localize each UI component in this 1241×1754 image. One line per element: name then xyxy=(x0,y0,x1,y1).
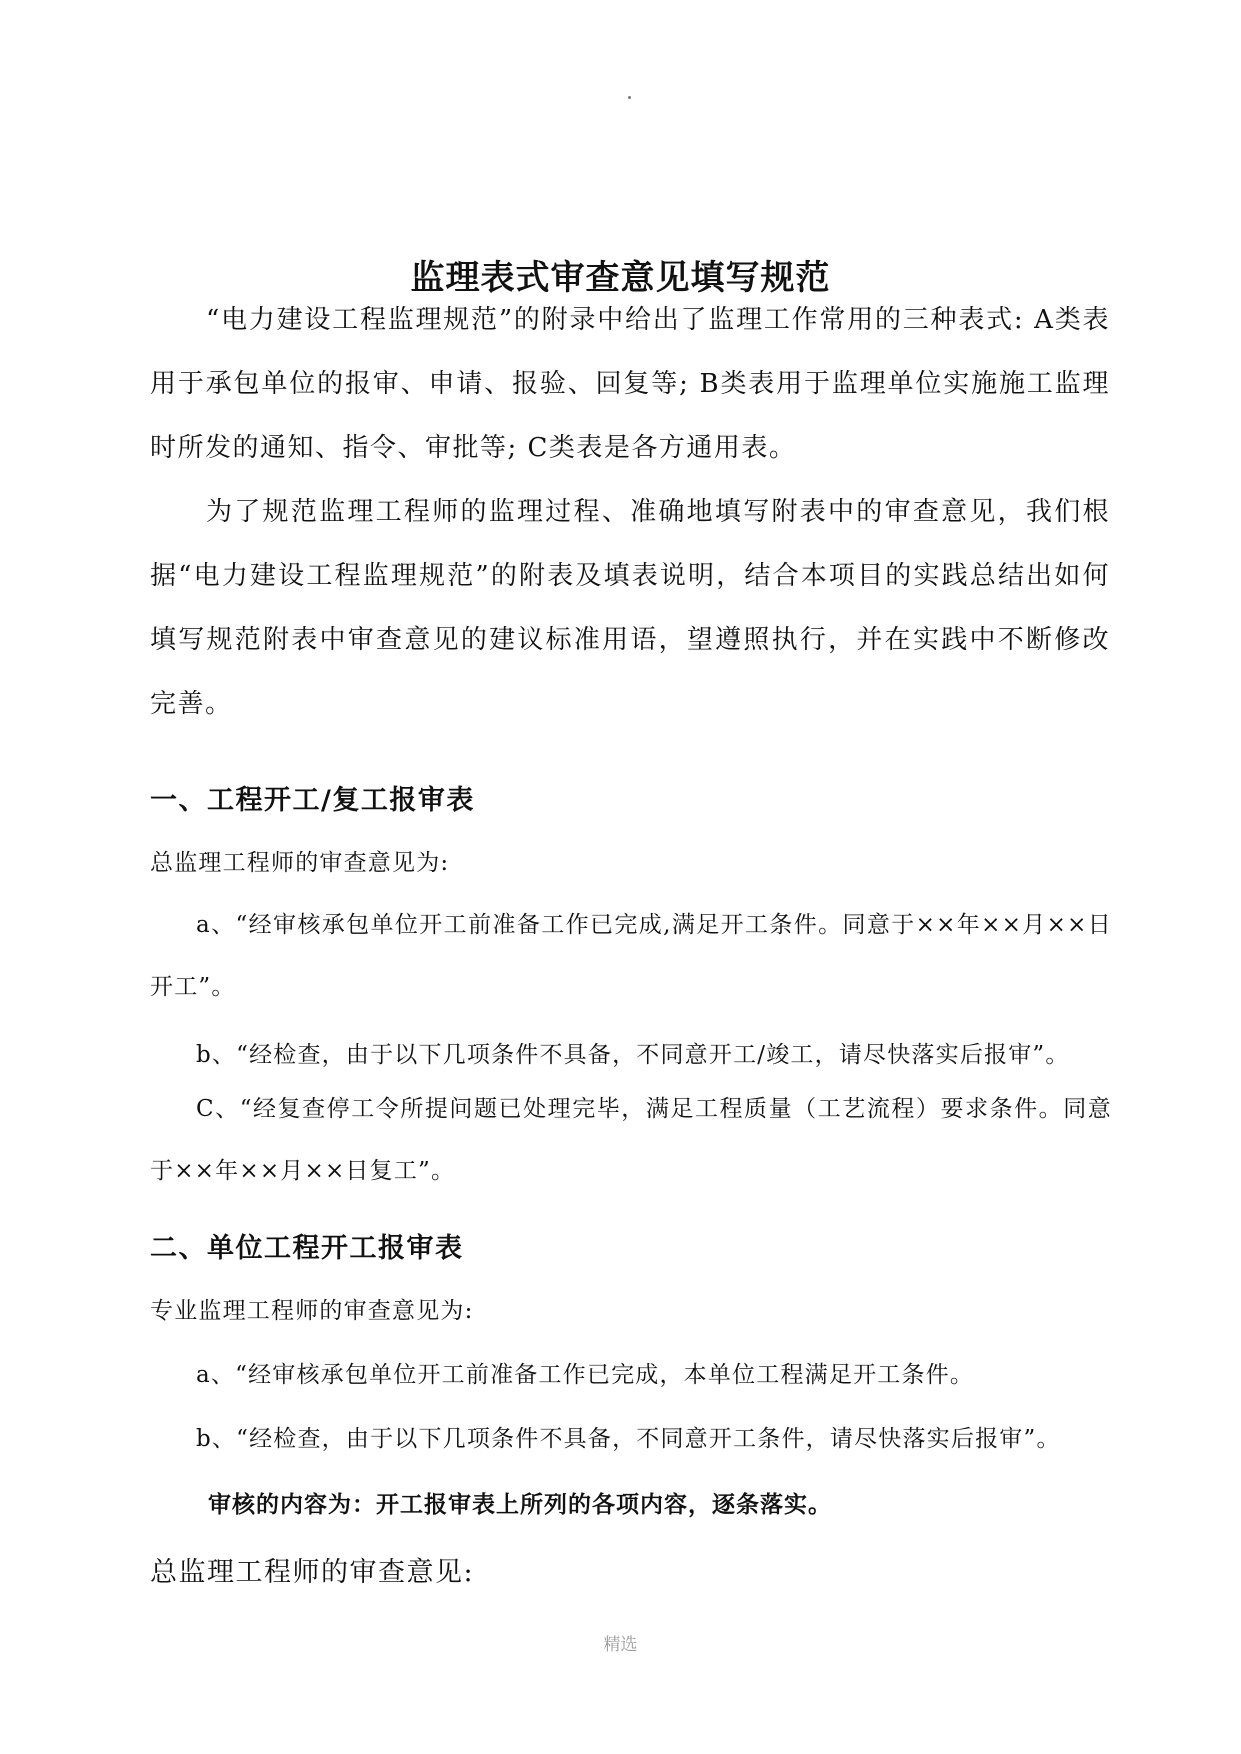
page-footer: 精选 xyxy=(603,1635,638,1655)
section1-item-b: b、“经检查，由于以下几项条件不具备，不同意开工/竣工，请尽快落实后报审”。 xyxy=(196,1042,1070,1068)
section2-item-a: a、“经审核承包单位开工前准备工作已完成，本单位工程满足开工条件。 xyxy=(196,1362,975,1388)
section2-label: 专业监理工程师的审查意见为: xyxy=(150,1298,474,1324)
intro-paragraph-2: 为了规范监理工程师的监理过程、准确地填写附表中的审查意见，我们根据“电力建设工程监理规范”的附表及填表说明，结合本项目的实践总结出如何填写规范附表中审查意见的建议标准用语，望遵照执行，并在实践中不断修改完善。 xyxy=(150,497,1110,719)
header-dot xyxy=(628,96,631,99)
section-heading-2: 二、单位工程开工报审表 xyxy=(150,1233,464,1264)
section2-item-b: b、“经检查，由于以下几项条件不具备，不同意开工条件，请尽快落实后报审”。 xyxy=(196,1426,1061,1452)
section1-item-a: a、“经审核承包单位开工前准备工作已完成,满足开工条件。同意于××年××月××日开工”。 xyxy=(150,912,1112,1000)
review-content-note: 审核的内容为：开工报审表上所列的各项内容，逐条落实。 xyxy=(208,1492,832,1518)
section-heading-1: 一、工程开工/复工报审表 xyxy=(150,785,475,816)
section1-label: 总监理工程师的审查意见为: xyxy=(150,850,450,876)
document-title: 监理表式审查意见填写规范 xyxy=(410,258,831,298)
chief-engineer-label: 总监理工程师的审查意见: xyxy=(150,1557,475,1588)
intro-paragraph-1: “电力建设工程监理规范”的附录中给出了监理工作常用的三种表式: A类表用于承包单位的报审、申请、报验、回复等; B类表用于监理单位实施施工监理时所发的通知、指令、审批等; C类表是各方通用表。 xyxy=(150,305,1110,463)
section1-item-c: C、“经复查停工令所提问题已处理完毕，满足工程质量（工艺流程）要求条件。同意于××年××月××日复工”。 xyxy=(150,1096,1112,1184)
